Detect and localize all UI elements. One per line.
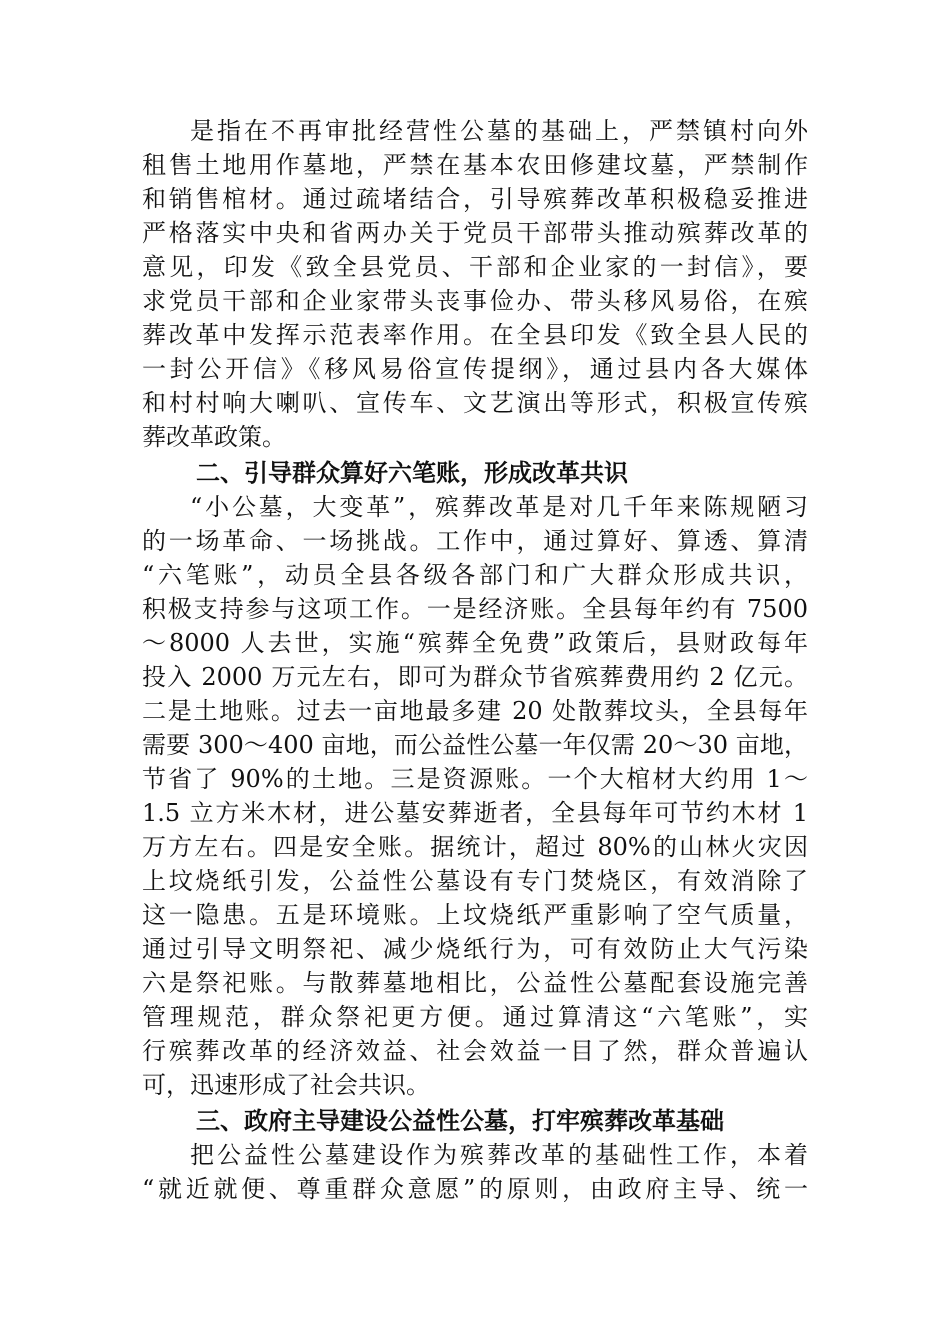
paragraph-line: 可，迅速形成了社会共识。 — [142, 1071, 430, 1099]
paragraph-line: 万方左右。四是安全账。据统计，超过 80%的山林火灾因 — [142, 833, 808, 861]
paragraph-2 — [142, 490, 808, 1102]
paragraph-line: “六笔账”，动员全县各级各部门和广大群众形成共识， — [142, 561, 808, 589]
paragraph-line: 和村村响大喇叭、宣传车、文艺演出等形式，积极宣传殡 — [142, 389, 808, 417]
paragraph-line: 积极支持参与这项工作。一是经济账。全县每年约有 7500 — [142, 595, 808, 623]
paragraph-line: 把公益性公墓建设作为殡葬改革的基础性工作，本着 — [190, 1141, 808, 1169]
paragraph-line: 行殡葬改革的经济效益、社会效益一目了然，群众普遍认 — [142, 1037, 808, 1065]
paragraph-1 — [142, 114, 808, 454]
paragraph-line: 意见，印发《致全县党员、干部和企业家的一封信》，要 — [142, 253, 808, 281]
paragraph-line: 葬改革政策。 — [142, 423, 286, 451]
paragraph-line: 租售土地用作墓地，严禁在基本农田修建坟墓，严禁制作 — [142, 151, 808, 179]
paragraph-line: 求党员干部和企业家带头丧事俭办、带头移风易俗，在殡 — [142, 287, 808, 315]
paragraph-3 — [142, 1138, 808, 1206]
paragraph-line: “小公墓，大变革”，殡葬改革是对几千年来陈规陋习 — [190, 493, 808, 521]
paragraph-line: 这一隐患。五是环境账。上坟烧纸严重影响了空气质量， — [142, 901, 808, 929]
paragraph-line: 通过引导文明祭祀、减少烧纸行为，可有效防止大气污染 — [142, 935, 808, 963]
paragraph-line: 上坟烧纸引发，公益性公墓设有专门焚烧区，有效消除了 — [142, 867, 808, 895]
paragraph-line: 葬改革中发挥示范表率作用。在全县印发《致全县人民的 — [142, 321, 808, 349]
paragraph-line: 和销售棺材。通过疏堵结合，引导殡葬改革积极稳妥推进 — [142, 185, 808, 213]
section-heading-3: 三、政府主导建设公益性公墓，打牢殡葬改革基础 — [196, 1107, 724, 1135]
paragraph-line: 是指在不再审批经营性公墓的基础上，严禁镇村向外 — [190, 117, 808, 145]
paragraph-line: 二是土地账。过去一亩地最多建 20 处散葬坟头，全县每年 — [142, 697, 808, 725]
paragraph-line: ～8000 人去世，实施“殡葬全免费”政策后，县财政每年 — [142, 629, 808, 657]
paragraph-line: 严格落实中央和省两办关于党员干部带头推动殡葬改革的 — [142, 219, 808, 247]
paragraph-line: 一封公开信》《移风易俗宣传提纲》，通过县内各大媒体 — [142, 355, 808, 383]
paragraph-line: “就近就便、尊重群众意愿”的原则，由政府主导、统一 — [142, 1175, 808, 1203]
document-body — [142, 114, 808, 1206]
paragraph-line: 节省了 90%的土地。三是资源账。一个大棺材大约用 1～ — [142, 765, 808, 793]
paragraph-line: 1.5 立方米木材，进公墓安葬逝者，全县每年可节约木材 1 — [142, 799, 808, 827]
paragraph-line: 管理规范，群众祭祀更方便。通过算清这“六笔账”，实 — [142, 1003, 808, 1031]
paragraph-line: 需要 300～400 亩地，而公益性公墓一年仅需 20～30 亩地， — [142, 731, 808, 759]
paragraph-line: 投入 2000 万元左右，即可为群众节省殡葬费用约 2 亿元。 — [142, 663, 808, 691]
paragraph-line: 六是祭祀账。与散葬墓地相比，公益性公墓配套设施完善 — [142, 969, 808, 997]
paragraph-line: 的一场革命、一场挑战。工作中，通过算好、算透、算清 — [142, 527, 808, 555]
section-heading-2: 二、引导群众算好六笔账，形成改革共识 — [196, 459, 628, 487]
